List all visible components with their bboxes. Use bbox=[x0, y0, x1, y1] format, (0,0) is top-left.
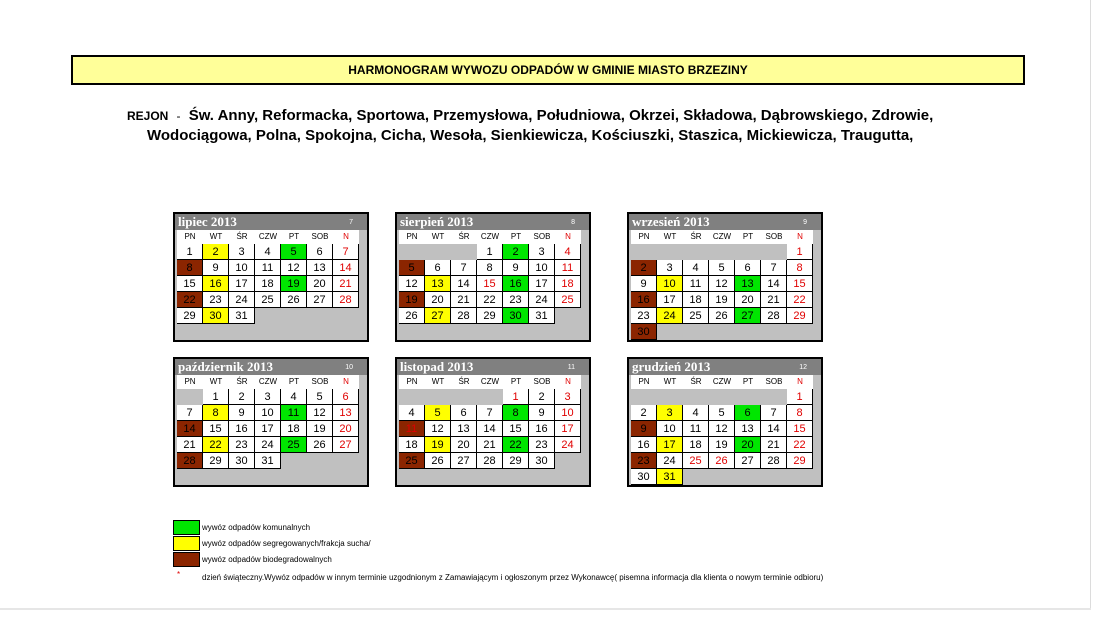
day-cell: 18 bbox=[683, 292, 709, 308]
day-cell: 24 bbox=[255, 437, 281, 453]
empty-cell bbox=[735, 244, 761, 260]
weekday-header: ŚR bbox=[229, 375, 255, 389]
month-calendar-december bbox=[627, 357, 823, 487]
weekday-header: WT bbox=[657, 230, 683, 244]
day-cell: 15 bbox=[787, 276, 813, 292]
day-cell: 20 bbox=[425, 292, 451, 308]
day-cell: 25 bbox=[683, 308, 709, 324]
region-description bbox=[127, 106, 1027, 146]
weekday-header: PT bbox=[735, 375, 761, 389]
day-cell: 20 bbox=[735, 437, 761, 453]
day-cell: 16 bbox=[229, 421, 255, 437]
day-cell: 17 bbox=[657, 292, 683, 308]
day-cell: 23 bbox=[631, 453, 657, 469]
day-cell: 25 bbox=[399, 453, 425, 469]
empty-cell bbox=[631, 389, 657, 405]
day-cell: 19 bbox=[709, 292, 735, 308]
day-cell: 7 bbox=[333, 244, 359, 260]
empty-cell bbox=[709, 389, 735, 405]
day-cell: 25 bbox=[255, 292, 281, 308]
day-cell: 6 bbox=[735, 405, 761, 421]
day-cell: 27 bbox=[735, 308, 761, 324]
empty-cell bbox=[451, 244, 477, 260]
day-cell: 31 bbox=[255, 453, 281, 469]
day-cell: 23 bbox=[631, 308, 657, 324]
day-cell: 11 bbox=[255, 260, 281, 276]
day-cell: 19 bbox=[281, 276, 307, 292]
day-cell: 16 bbox=[203, 276, 229, 292]
day-cell: 2 bbox=[503, 244, 529, 260]
day-cell: 23 bbox=[503, 292, 529, 308]
month-calendar-august bbox=[395, 212, 591, 342]
month-number: 7 bbox=[349, 219, 353, 226]
day-cell: 30 bbox=[203, 308, 229, 324]
day-cell: 11 bbox=[683, 421, 709, 437]
page-bottom-line bbox=[0, 608, 1091, 610]
day-cell: 11 bbox=[683, 276, 709, 292]
day-cell: 10 bbox=[657, 421, 683, 437]
weekday-header: N bbox=[333, 230, 359, 244]
day-cell: 1 bbox=[177, 244, 203, 260]
day-cell: 5 bbox=[425, 405, 451, 421]
day-cell: 19 bbox=[709, 437, 735, 453]
day-cell: 20 bbox=[735, 292, 761, 308]
day-cell: 28 bbox=[451, 308, 477, 324]
month-days-grid bbox=[399, 230, 589, 324]
day-cell: 31 bbox=[229, 308, 255, 324]
day-cell: 28 bbox=[761, 453, 787, 469]
day-cell: 10 bbox=[229, 260, 255, 276]
region-label: REJON bbox=[127, 109, 169, 123]
day-cell: 18 bbox=[281, 421, 307, 437]
month-name: lipiec 2013 bbox=[178, 214, 237, 229]
day-cell: 18 bbox=[683, 437, 709, 453]
day-cell: 9 bbox=[631, 276, 657, 292]
weekday-header: SOB bbox=[307, 375, 333, 389]
day-cell: 15 bbox=[203, 421, 229, 437]
day-cell: 4 bbox=[281, 389, 307, 405]
day-cell: 12 bbox=[425, 421, 451, 437]
day-cell: 2 bbox=[631, 405, 657, 421]
day-cell: 24 bbox=[657, 453, 683, 469]
empty-cell bbox=[399, 389, 425, 405]
day-cell: 11 bbox=[399, 421, 425, 437]
month-number: 10 bbox=[345, 364, 353, 371]
day-cell: 28 bbox=[477, 453, 503, 469]
day-cell: 24 bbox=[555, 437, 581, 453]
weekday-header: WT bbox=[425, 230, 451, 244]
weekday-header: ŚR bbox=[229, 230, 255, 244]
empty-cell bbox=[631, 244, 657, 260]
day-cell: 11 bbox=[555, 260, 581, 276]
day-cell: 6 bbox=[451, 405, 477, 421]
day-cell: 14 bbox=[761, 276, 787, 292]
day-cell: 16 bbox=[529, 421, 555, 437]
weekday-header: PN bbox=[177, 230, 203, 244]
day-cell: 31 bbox=[529, 308, 555, 324]
empty-cell bbox=[709, 244, 735, 260]
day-cell: 13 bbox=[307, 260, 333, 276]
empty-cell bbox=[761, 389, 787, 405]
day-cell: 29 bbox=[787, 308, 813, 324]
day-cell: 1 bbox=[503, 389, 529, 405]
month-name: wrzesień 2013 bbox=[632, 214, 710, 229]
day-cell: 26 bbox=[709, 453, 735, 469]
day-cell: 8 bbox=[477, 260, 503, 276]
day-cell: 22 bbox=[787, 437, 813, 453]
month-days-grid bbox=[631, 375, 821, 485]
month-number: 12 bbox=[799, 364, 807, 371]
day-cell: 25 bbox=[281, 437, 307, 453]
day-cell: 28 bbox=[333, 292, 359, 308]
day-cell: 19 bbox=[425, 437, 451, 453]
weekday-header: CZW bbox=[255, 230, 281, 244]
day-cell: 8 bbox=[177, 260, 203, 276]
day-cell: 7 bbox=[451, 260, 477, 276]
day-cell: 5 bbox=[709, 260, 735, 276]
month-days-grid bbox=[631, 230, 821, 340]
day-cell: 7 bbox=[477, 405, 503, 421]
day-cell: 27 bbox=[425, 308, 451, 324]
day-cell: 8 bbox=[787, 260, 813, 276]
day-cell: 30 bbox=[229, 453, 255, 469]
day-cell: 26 bbox=[709, 308, 735, 324]
day-cell: 29 bbox=[477, 308, 503, 324]
empty-cell bbox=[683, 389, 709, 405]
weekday-header: ŚR bbox=[451, 375, 477, 389]
day-cell: 14 bbox=[451, 276, 477, 292]
day-cell: 9 bbox=[631, 421, 657, 437]
month-name: sierpień 2013 bbox=[400, 214, 474, 229]
month-name: grudzień 2013 bbox=[632, 359, 711, 374]
day-cell: 30 bbox=[631, 469, 657, 485]
day-cell: 5 bbox=[307, 389, 333, 405]
green-swatch bbox=[173, 520, 200, 535]
empty-cell bbox=[735, 389, 761, 405]
day-cell: 13 bbox=[735, 421, 761, 437]
day-cell: 25 bbox=[555, 292, 581, 308]
month-number: 9 bbox=[803, 219, 807, 226]
holiday-star-icon: * bbox=[177, 570, 181, 579]
day-cell: 17 bbox=[555, 421, 581, 437]
day-cell: 17 bbox=[255, 421, 281, 437]
day-cell: 9 bbox=[203, 260, 229, 276]
weekday-header: N bbox=[555, 375, 581, 389]
day-cell: 15 bbox=[177, 276, 203, 292]
day-cell: 3 bbox=[229, 244, 255, 260]
day-cell: 5 bbox=[281, 244, 307, 260]
day-cell: 26 bbox=[281, 292, 307, 308]
weekday-header: ŚR bbox=[451, 230, 477, 244]
day-cell: 23 bbox=[203, 292, 229, 308]
weekday-header: SOB bbox=[529, 375, 555, 389]
day-cell: 20 bbox=[333, 421, 359, 437]
day-cell: 21 bbox=[177, 437, 203, 453]
day-cell: 6 bbox=[425, 260, 451, 276]
legend-label: wywóz odpadów segregowanych/frakcja sucha/ bbox=[202, 539, 371, 548]
day-cell: 14 bbox=[477, 421, 503, 437]
day-cell: 21 bbox=[333, 276, 359, 292]
day-cell: 18 bbox=[399, 437, 425, 453]
weekday-header: N bbox=[333, 375, 359, 389]
weekday-header: WT bbox=[203, 375, 229, 389]
day-cell: 3 bbox=[255, 389, 281, 405]
day-cell: 14 bbox=[177, 421, 203, 437]
day-cell: 29 bbox=[177, 308, 203, 324]
day-cell: 4 bbox=[399, 405, 425, 421]
day-cell: 2 bbox=[203, 244, 229, 260]
day-cell: 2 bbox=[229, 389, 255, 405]
day-cell: 1 bbox=[203, 389, 229, 405]
day-cell: 15 bbox=[787, 421, 813, 437]
day-cell: 7 bbox=[761, 405, 787, 421]
day-cell: 12 bbox=[307, 405, 333, 421]
day-cell: 23 bbox=[229, 437, 255, 453]
day-cell: 6 bbox=[307, 244, 333, 260]
empty-cell bbox=[399, 244, 425, 260]
holiday-note-text: dzień świąteczny.Wywóz odpadów w innym terminie uzgodnionym z Zamawiającym i ogłoszonym przez Wykonawcę( pisemna informacja dla klienta o nowym terminie odbioru) bbox=[202, 573, 824, 582]
day-cell: 3 bbox=[555, 389, 581, 405]
weekday-header: PN bbox=[631, 230, 657, 244]
weekday-header: PT bbox=[503, 230, 529, 244]
day-cell: 20 bbox=[307, 276, 333, 292]
day-cell: 26 bbox=[307, 437, 333, 453]
day-cell: 11 bbox=[281, 405, 307, 421]
day-cell: 13 bbox=[425, 276, 451, 292]
day-cell: 24 bbox=[529, 292, 555, 308]
day-cell: 30 bbox=[503, 308, 529, 324]
day-cell: 30 bbox=[631, 324, 657, 340]
weekday-header: SOB bbox=[307, 230, 333, 244]
weekday-header: WT bbox=[657, 375, 683, 389]
weekday-header: ŚR bbox=[683, 375, 709, 389]
weekday-header: CZW bbox=[477, 230, 503, 244]
day-cell: 1 bbox=[787, 244, 813, 260]
day-cell: 29 bbox=[787, 453, 813, 469]
day-cell: 2 bbox=[631, 260, 657, 276]
day-cell: 18 bbox=[255, 276, 281, 292]
day-cell: 4 bbox=[255, 244, 281, 260]
month-calendar-july bbox=[173, 212, 369, 342]
weekday-header: CZW bbox=[477, 375, 503, 389]
day-cell: 25 bbox=[683, 453, 709, 469]
day-cell: 4 bbox=[683, 260, 709, 276]
day-cell: 14 bbox=[761, 421, 787, 437]
day-cell: 8 bbox=[787, 405, 813, 421]
day-cell: 27 bbox=[451, 453, 477, 469]
day-cell: 18 bbox=[555, 276, 581, 292]
day-cell: 10 bbox=[529, 260, 555, 276]
empty-cell bbox=[683, 244, 709, 260]
empty-cell bbox=[657, 244, 683, 260]
day-cell: 8 bbox=[203, 405, 229, 421]
month-name: listopad 2013 bbox=[400, 359, 474, 374]
day-cell: 2 bbox=[529, 389, 555, 405]
day-cell: 9 bbox=[529, 405, 555, 421]
day-cell: 14 bbox=[333, 260, 359, 276]
day-cell: 13 bbox=[735, 276, 761, 292]
day-cell: 17 bbox=[229, 276, 255, 292]
day-cell: 1 bbox=[787, 389, 813, 405]
empty-cell bbox=[425, 244, 451, 260]
day-cell: 21 bbox=[761, 292, 787, 308]
day-cell: 7 bbox=[177, 405, 203, 421]
day-cell: 20 bbox=[451, 437, 477, 453]
day-cell: 19 bbox=[307, 421, 333, 437]
month-calendar-november bbox=[395, 357, 591, 487]
day-cell: 9 bbox=[229, 405, 255, 421]
day-cell: 27 bbox=[735, 453, 761, 469]
day-cell: 3 bbox=[529, 244, 555, 260]
region-dash: - bbox=[176, 109, 181, 123]
weekday-header: WT bbox=[203, 230, 229, 244]
weekday-header: PT bbox=[281, 230, 307, 244]
day-cell: 22 bbox=[477, 292, 503, 308]
day-cell: 5 bbox=[709, 405, 735, 421]
day-cell: 10 bbox=[255, 405, 281, 421]
yellow-swatch bbox=[173, 536, 200, 551]
day-cell: 12 bbox=[709, 421, 735, 437]
day-cell: 28 bbox=[177, 453, 203, 469]
day-cell: 22 bbox=[177, 292, 203, 308]
day-cell: 4 bbox=[555, 244, 581, 260]
day-cell: 26 bbox=[425, 453, 451, 469]
day-cell: 17 bbox=[657, 437, 683, 453]
day-cell: 13 bbox=[451, 421, 477, 437]
empty-cell bbox=[657, 389, 683, 405]
day-cell: 16 bbox=[631, 437, 657, 453]
day-cell: 23 bbox=[529, 437, 555, 453]
day-cell: 5 bbox=[399, 260, 425, 276]
weekday-header: N bbox=[555, 230, 581, 244]
weekday-header: CZW bbox=[709, 375, 735, 389]
day-cell: 21 bbox=[451, 292, 477, 308]
day-cell: 10 bbox=[555, 405, 581, 421]
day-cell: 29 bbox=[503, 453, 529, 469]
day-cell: 3 bbox=[657, 405, 683, 421]
day-cell: 21 bbox=[477, 437, 503, 453]
month-name: październik 2013 bbox=[178, 359, 273, 374]
weekday-header: PT bbox=[503, 375, 529, 389]
day-cell: 21 bbox=[761, 437, 787, 453]
day-cell: 7 bbox=[761, 260, 787, 276]
day-cell: 10 bbox=[657, 276, 683, 292]
day-cell: 28 bbox=[761, 308, 787, 324]
weekday-header: PN bbox=[631, 375, 657, 389]
empty-cell bbox=[477, 389, 503, 405]
weekday-header: ŚR bbox=[683, 230, 709, 244]
weekday-header: PN bbox=[399, 230, 425, 244]
empty-cell bbox=[761, 244, 787, 260]
day-cell: 31 bbox=[657, 469, 683, 485]
month-days-grid bbox=[399, 375, 589, 469]
weekday-header: CZW bbox=[709, 230, 735, 244]
day-cell: 12 bbox=[399, 276, 425, 292]
weekday-header: SOB bbox=[529, 230, 555, 244]
day-cell: 15 bbox=[477, 276, 503, 292]
empty-cell bbox=[425, 389, 451, 405]
weekday-header: SOB bbox=[761, 375, 787, 389]
day-cell: 24 bbox=[229, 292, 255, 308]
month-days-grid bbox=[177, 375, 367, 469]
day-cell: 1 bbox=[477, 244, 503, 260]
page-title: HARMONOGRAM WYWOZU ODPADÓW W GMINIE MIASTO BRZEZINY bbox=[71, 55, 1025, 85]
weekday-header: SOB bbox=[761, 230, 787, 244]
day-cell: 22 bbox=[787, 292, 813, 308]
day-cell: 13 bbox=[333, 405, 359, 421]
day-cell: 9 bbox=[503, 260, 529, 276]
legend-label: wywóz odpadów komunalnych bbox=[202, 523, 311, 532]
day-cell: 22 bbox=[203, 437, 229, 453]
day-cell: 24 bbox=[657, 308, 683, 324]
day-cell: 16 bbox=[503, 276, 529, 292]
empty-cell bbox=[177, 389, 203, 405]
month-number: 8 bbox=[571, 219, 575, 226]
day-cell: 4 bbox=[683, 405, 709, 421]
day-cell: 29 bbox=[203, 453, 229, 469]
weekday-header: CZW bbox=[255, 375, 281, 389]
weekday-header: N bbox=[787, 230, 813, 244]
day-cell: 8 bbox=[503, 405, 529, 421]
day-cell: 16 bbox=[631, 292, 657, 308]
day-cell: 6 bbox=[333, 389, 359, 405]
day-cell: 30 bbox=[529, 453, 555, 469]
day-cell: 22 bbox=[503, 437, 529, 453]
month-days-grid bbox=[177, 230, 367, 324]
day-cell: 15 bbox=[503, 421, 529, 437]
weekday-header: WT bbox=[425, 375, 451, 389]
day-cell: 17 bbox=[529, 276, 555, 292]
region-streets-line2: Wodociągowa, Polna, Spokojna, Cicha, Wesoła, Sienkiewicza, Kościuszki, Staszica, Mickiewicza, Traugutta, bbox=[147, 127, 914, 144]
day-cell: 3 bbox=[657, 260, 683, 276]
weekday-header: PT bbox=[735, 230, 761, 244]
empty-cell bbox=[451, 389, 477, 405]
weekday-header: PN bbox=[177, 375, 203, 389]
legend-label: wywóz odpadów biodegradowalnych bbox=[202, 555, 332, 564]
day-cell: 12 bbox=[281, 260, 307, 276]
weekday-header: PN bbox=[399, 375, 425, 389]
brown-swatch bbox=[173, 552, 200, 567]
weekday-header: PT bbox=[281, 375, 307, 389]
day-cell: 19 bbox=[399, 292, 425, 308]
day-cell: 27 bbox=[307, 292, 333, 308]
region-streets-line1: Św. Anny, Reformacka, Sportowa, Przemysłowa, Południowa, Okrzei, Składowa, Dąbrowskiego, Zdrowie, bbox=[188, 107, 934, 124]
month-calendar-october bbox=[173, 357, 369, 487]
day-cell: 6 bbox=[735, 260, 761, 276]
page-edge-line bbox=[1090, 0, 1091, 610]
day-cell: 27 bbox=[333, 437, 359, 453]
month-calendar-september bbox=[627, 212, 823, 342]
weekday-header: N bbox=[787, 375, 813, 389]
day-cell: 26 bbox=[399, 308, 425, 324]
month-number: 11 bbox=[567, 364, 575, 371]
day-cell: 12 bbox=[709, 276, 735, 292]
